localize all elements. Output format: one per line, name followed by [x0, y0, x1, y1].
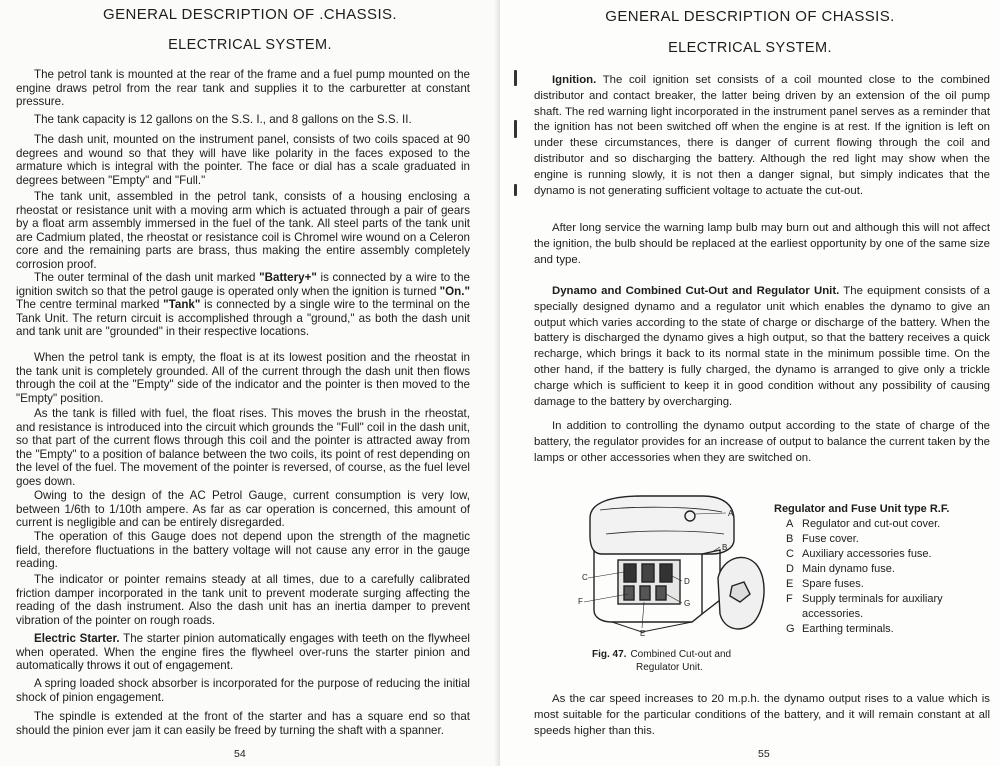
left-section-head: ELECTRICAL SYSTEM.	[168, 37, 332, 53]
legend-text: Supply terminals for auxiliary accessories.	[802, 593, 943, 620]
figure-legend	[774, 502, 984, 637]
paragraph-petrol-tank: The petrol tank is mounted at the rear of the frame and a fuel pump mounted on the engine draws petrol from the rear tank and supplies it to the carburetter at constant pressure.	[16, 68, 470, 109]
lead-ignition: Ignition.	[552, 74, 597, 86]
paragraph-dash-unit: The dash unit, mounted on the instrument panel, consists of two coils spaced at 90 degrees and wound so that they will have like polarity in the faces exposed to the armature which is integral with the pointer. The face or dial has a scale graduated in degrees between "Empty" and "Full."	[16, 133, 470, 187]
figure-caption	[592, 648, 731, 674]
text-run: The starter pinion automatically engages with teeth on the flywheel when operated. When the engine fires the flywheel over-runs the starter pinion and automatically throws it out of engagement.	[16, 632, 470, 673]
figure-label-b: B	[722, 543, 728, 552]
right-section-head: ELECTRICAL SYSTEM.	[668, 40, 832, 56]
paragraph-electric-starter	[16, 632, 470, 673]
legend-item	[774, 547, 984, 562]
legend-item	[774, 577, 984, 592]
legend-key: E	[786, 578, 794, 590]
margin-mark	[514, 184, 517, 196]
figure-label-e: E	[640, 629, 646, 638]
figure-label-c: C	[582, 573, 588, 582]
right-page	[500, 0, 1000, 766]
paragraph-magnetic-field: The operation of this Gauge does not depend upon the strength of the magnetic field, therefore fluctuations in the battery voltage will not cause any error in the gauge reading.	[16, 530, 470, 571]
term-on: "On."	[439, 284, 470, 298]
paragraph-tank-capacity: The tank capacity is 12 gallons on the S.S. I., and 8 gallons on the S.S. II.	[34, 113, 412, 126]
term-battery: "Battery+"	[259, 271, 317, 284]
text-run: The outer terminal of the dash unit marked	[34, 271, 260, 284]
margin-mark	[514, 120, 517, 138]
paragraph-tank-empty: When the petrol tank is empty, the float is at its lowest position and the rheostat in the tank unit is completely grounded. All of the current through the dash unit then flows through the coil at the "Empty" side of the indicator and the pointer is then moved to the "Empty" position.	[16, 351, 470, 405]
lead-electric-starter: Electric Starter.	[34, 632, 120, 645]
margin-mark	[514, 70, 517, 86]
paragraph-regulator: In addition to controlling the dynamo output according to the state of charge of the battery, the regulator provides for an increase of output to balance the current taken by the lamps or other accessories when they are switched on.	[534, 420, 990, 464]
legend-item	[774, 532, 984, 547]
paragraph-spindle: The spindle is extended at the front of the starter and has a square end so that should the pinion ever jam it can easily be freed by turning the shaft with a spanner.	[16, 710, 470, 737]
paragraph-indicator-steady: The indicator or pointer remains steady at all times, due to a carefully calibrated friction damper incorporated in the tank unit to prevent moderate surging affecting the reading of the dash instrument. Also the dash unit has an inertia damper to prevent vibration of the pointer on rough roads.	[16, 573, 470, 627]
paragraph-speed: As the car speed increases to 20 m.p.h. the dynamo output rises to a value which is most suitable for the particular conditions of the battery, and it will remain constant at all speeds higher than this.	[534, 693, 990, 737]
figure-label-f: F	[578, 597, 583, 606]
legend-text: Main dynamo fuse.	[802, 563, 895, 575]
page-number-left: 54	[234, 748, 246, 760]
legend-text: Spare fuses.	[802, 578, 864, 590]
figure-label-d: D	[684, 577, 690, 586]
legend-key: A	[786, 518, 794, 530]
term-tank: "Tank"	[163, 298, 201, 312]
paragraph-tank-filled: As the tank is filled with fuel, the float rises. This moves the brush in the rheostat, and resistance is introduced into the circuit which grounds the "Full" coil in the dash unit, so that part of the current flows through this coil and the pointer is attracted away from the "Empty" to a position of balance between the two coils, its point of rest depending on the level of the fuel. The movement of the pointer is reversed, of course, as the fuel level goes down.	[16, 407, 470, 488]
left-running-head: GENERAL DESCRIPTION OF .CHASSIS.	[103, 6, 397, 23]
text-run: The centre terminal marked	[16, 298, 164, 312]
legend-text: Regulator and cut-out cover.	[802, 518, 941, 530]
text-run: The equipment consists of a specially designed dynamo and a regulator unit which enables the dynamo to give an output which varies according to the state of charge or discharge of the battery. When the battery is discharged the dynamo gives a high output, so that the battery receives a quick recharge, which brings it back to its normal state in the minimum possible time. On the other hand, if the battery is fully charged, the dynamo is arranged to give only a trickle charge which is sufficient to keep it in good condition without any possibility of causing damage to the battery by overcharging.	[534, 285, 990, 408]
lead-dynamo: Dynamo and Combined Cut-Out and Regulator Unit.	[552, 285, 840, 297]
legend-key: G	[786, 623, 795, 635]
figure-number: Fig. 47.	[592, 649, 627, 660]
legend-key: F	[786, 593, 793, 605]
paragraph-dynamo	[534, 284, 990, 410]
legend-key: B	[786, 533, 794, 545]
text-run: is connected by a single wire to the terminal on the Tank Unit. The return circuit is accomplished through a "ground," as both the dash unit and tank unit are "grounded" in their respective locations.	[16, 298, 470, 339]
page-number-right: 55	[758, 748, 770, 760]
legend-text: Auxiliary accessories fuse.	[802, 548, 932, 560]
legend-key: D	[786, 563, 794, 575]
legend-title: Regulator and Fuse Unit type R.F.	[774, 503, 950, 515]
figure-label-a: A	[728, 509, 734, 518]
right-running-head: GENERAL DESCRIPTION OF CHASSIS.	[605, 8, 895, 25]
regulator-unit-illustration	[572, 490, 772, 640]
paragraph-ignition	[534, 73, 990, 199]
legend-item	[774, 517, 984, 532]
figure-caption-line1: Combined Cut-out and	[630, 649, 732, 660]
legend-item	[774, 562, 984, 577]
legend-text: Earthing terminals.	[802, 623, 894, 635]
figure-caption-line2: Regulator Unit.	[636, 662, 703, 673]
legend-item	[774, 592, 984, 622]
figure-label-g: G	[684, 599, 691, 608]
paragraph-tank-unit: The tank unit, assembled in the petrol tank, consists of a housing enclosing a rheostat or resistance unit with a moving arm which is actuated through a pair of gears by a float arm assembly immersed in the fuel of the tank. All steel parts of the tank unit are Cadmium plated, the rheostat or resistance coil is Chromel wire wound on a Celeron core and the remaining parts are brass, thus making the entire assembly completely corrosion proof.	[16, 190, 470, 271]
legend-key: C	[786, 548, 794, 560]
paragraph-current-consumption: Owing to the design of the AC Petrol Gauge, current consumption is very low, between 1/6th to 1/10th ampere. As far as car operation is concerned, this amount of current is negligible and can be entirely disregarded.	[16, 489, 470, 530]
paragraph-warning-lamp: After long service the warning lamp bulb may burn out and although this will not affect the ignition, the bulb should be replaced at the earliest opportunity by one of the same size and type.	[534, 222, 990, 266]
legend-item	[774, 622, 984, 637]
legend-text: Fuse cover.	[802, 533, 859, 545]
text-run: The coil ignition set consists of a coil mounted close to the combined distributor and contact breaker, the latter being driven by an extension of the oil pump shaft. The red warning light incorporated in the instrument panel serves as a reminder that the ignition has not been switched off when the engine is at rest. If the ignition is left on under these circumstances, there is danger of current flowing through the coil and distributor and so discharging the battery. Although the red light may show when the engine is running slowly, it is not then a danger signal, but simply indicates that the dynamo is not generating sufficient voltage to actuate the cut-out.	[534, 74, 990, 197]
text-run: is connected by a wire to the ignition switch so that the petrol gauge is operated only when the ignition is turned	[16, 271, 470, 298]
paragraph-shock-absorber: A spring loaded shock absorber is incorporated for the purpose of reducing the initial shock of pinion engagement.	[16, 677, 470, 704]
paragraph-outer-terminal	[16, 271, 470, 339]
